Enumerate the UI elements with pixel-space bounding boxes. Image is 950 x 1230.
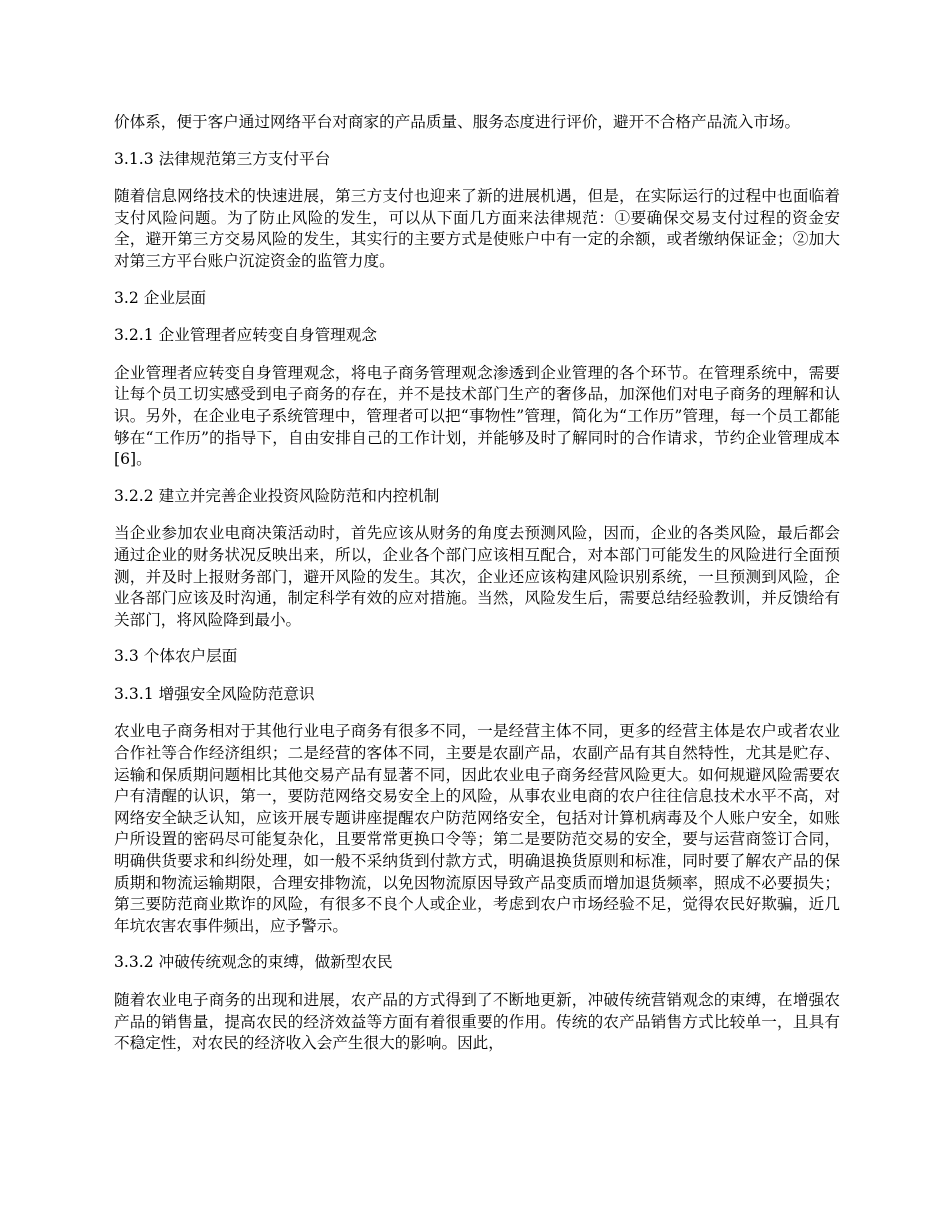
heading-3-3-2: 3.3.2 冲破传统观念的束缚，做新型农民: [114, 953, 393, 972]
document-page: [114, 112, 840, 1070]
heading-3-3: 3.3 个体农户层面: [114, 647, 238, 666]
heading-3-2-1: 3.2.1 企业管理者应转变自身管理观念: [114, 326, 377, 345]
heading-3-1-3: 3.1.3 法律规范第三方支付平台: [114, 149, 331, 168]
paragraph-risk-control: 当企业参加农业电商决策活动时，首先应该从财务的角度去预测风险，因而，企业的各类风险，最后都会通过企业的财务状况反映出来，所以，企业各个部门应该相互配合，对本部门可能发生的风险进行全面预测，并及时上报财务部门，避开风险的发生。其次，企业还应该构建风险识别系统，一旦预测到风险，企业各部门应该及时沟通，制定科学有效的应对措施。当然，风险发生后，需要总结经验教训，并反馈给有关部门，将风险降到最小。: [114, 524, 840, 629]
paragraph-new-farmers: 随着农业电子商务的出现和进展，农产品的方式得到了不断地更新，冲破传统营销观念的束缚，在增强农产品的销售量，提高农民的经济效益等方面有着很重要的作用。传统的农产品销售方式比较单一，且具有不稳定性，对农民的经济收入会产生很大的影响。因此，: [114, 991, 840, 1053]
heading-3-2: 3.2 企业层面: [114, 288, 207, 307]
paragraph-security-awareness: 农业电子商务相对于其他行业电子商务有很多不同，一是经营主体不同，更多的经营主体是农户或者农业合作社等合作经济组织；二是经营的客体不同，主要是农副产品，农副产品有其自然特性，尤其是贮存、运输和保质期问题相比其他交易产品有显著不同，因此农业电子商务经营风险更大。如何规避风险需要农户有清醒的认识，第一，要防范网络交易安全上的风险，从事农业电商的农户往往信息技术水平不高，对网络安全缺乏认知，应该开展专题讲座提醒农户防范网络安全，包括对计算机病毒及个人账户安全，如账户所设置的密码尽可能复杂化，且要常常更换口令等；第二是要防范交易的安全，要与运营商签订合同，明确供货要求和纠纷处理，如一般不采纳货到付款方式，明确退换货原则和标准，同时要了解农产品的保质期和物流运输期限，合理安排物流，以免因物流原因导致产品变质而增加退货频率，照成不必要损失；第三要防范商业欺诈的风险，有很多不良个人或企业，考虑到农户市场经验不足，觉得农民好欺骗，近几年坑农害农事件频出，应予警示。: [114, 722, 840, 935]
heading-3-2-2: 3.2.2 建立并完善企业投资风险防范和内控机制: [114, 486, 440, 505]
heading-3-3-1: 3.3.1 增强安全风险防范意识: [114, 684, 315, 703]
paragraph-evaluation-system: 价体系，便于客户通过网络平台对商家的产品质量、服务态度进行评价，避开不合格产品流入市场。: [114, 113, 801, 131]
paragraph-third-party-payment: 随着信息网络技术的快速进展，第三方支付也迎来了新的进展机遇，但是，在实际运行的过程中也面临着支付风险问题。为了防止风险的发生，可以从下面几方面来法律规范：①要确保交易支付过程的资金安全，避开第三方交易风险的发生，其实行的主要方式是使账户中有一定的余额，或者缴纳保证金；②加大对第三方平台账户沉淀资金的监管力度。: [114, 187, 840, 270]
paragraph-management-concept: 企业管理者应转变自身管理观念，将电子商务管理观念渗透到企业管理的各个环节。在管理系统中，需要让每个员工切实感受到电子商务的存在，并不是技术部门生产的奢侈品，加深他们对电子商务的理解和认识。另外，在企业电子系统管理中，管理者可以把“事物性”管理，简化为“工作历”管理，每一个员工都能够在“工作历”的指导下，自由安排自己的工作计划，并能够及时了解同时的合作请求，节约企业管理成本[6]。: [114, 363, 840, 469]
